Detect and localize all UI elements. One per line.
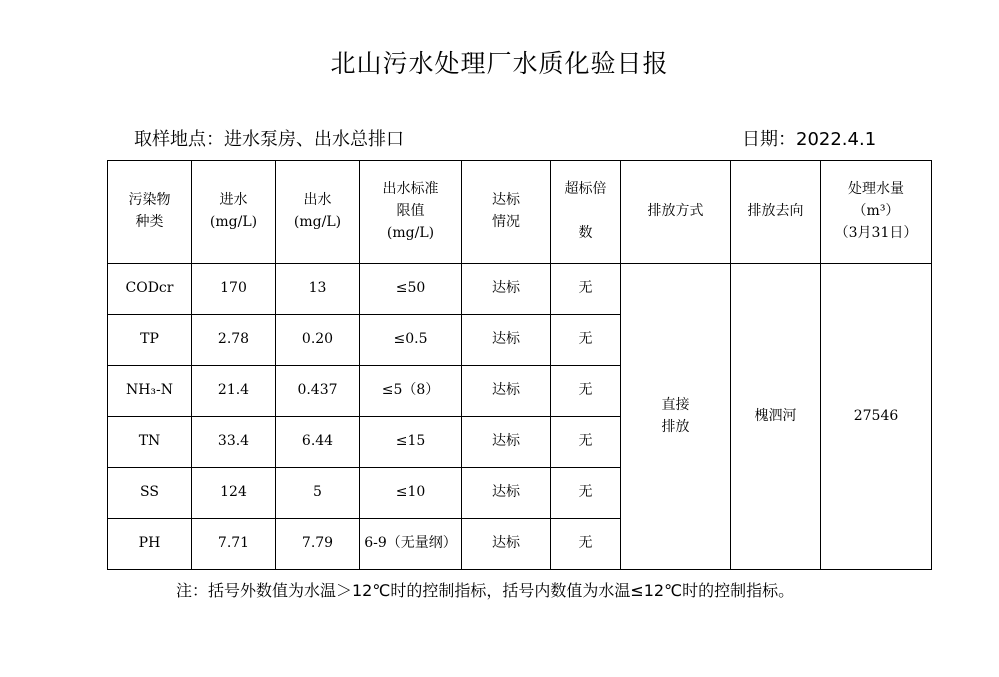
cell-discharge-method: 直接 排放 bbox=[621, 264, 731, 570]
header-compliance: 达标 情况 bbox=[462, 161, 551, 264]
header-inflow: 进水 (mg/L) bbox=[192, 161, 276, 264]
cell-compliance: 达标 bbox=[462, 264, 551, 315]
cell-compliance: 达标 bbox=[462, 315, 551, 366]
sampling-location-value: 进水泵房、出水总排口 bbox=[224, 129, 404, 150]
cell-exceed: 无 bbox=[551, 366, 621, 417]
table-header-row bbox=[108, 161, 932, 264]
cell-limit: ≤15 bbox=[360, 417, 462, 468]
cell-exceed: 无 bbox=[551, 315, 621, 366]
report-date bbox=[742, 125, 876, 151]
cell-pollutant: NH₃-N bbox=[108, 366, 192, 417]
cell-outflow: 7.79 bbox=[276, 519, 360, 570]
sampling-location bbox=[134, 125, 404, 151]
cell-pollutant: PH bbox=[108, 519, 192, 570]
header-discharge-dest: 排放去向 bbox=[731, 161, 821, 264]
header-pollutant: 污染物 种类 bbox=[108, 161, 192, 264]
cell-inflow: 124 bbox=[192, 468, 276, 519]
cell-pollutant: SS bbox=[108, 468, 192, 519]
cell-inflow: 21.4 bbox=[192, 366, 276, 417]
cell-exceed: 无 bbox=[551, 468, 621, 519]
cell-inflow: 170 bbox=[192, 264, 276, 315]
cell-pollutant: CODcr bbox=[108, 264, 192, 315]
cell-inflow: 7.71 bbox=[192, 519, 276, 570]
cell-limit: ≤10 bbox=[360, 468, 462, 519]
cell-pollutant: TN bbox=[108, 417, 192, 468]
cell-inflow: 2.78 bbox=[192, 315, 276, 366]
cell-discharge-dest: 槐泗河 bbox=[731, 264, 821, 570]
cell-outflow: 5 bbox=[276, 468, 360, 519]
cell-limit: ≤5（8） bbox=[360, 366, 462, 417]
report-date-label: 日期： bbox=[742, 129, 796, 150]
cell-compliance: 达标 bbox=[462, 417, 551, 468]
header-volume: 处理水量 （m³） （3月31日） bbox=[821, 161, 932, 264]
cell-outflow: 0.437 bbox=[276, 366, 360, 417]
cell-limit: ≤50 bbox=[360, 264, 462, 315]
report-title: 北山污水处理厂水质化验日报 bbox=[330, 49, 669, 78]
cell-exceed: 无 bbox=[551, 417, 621, 468]
cell-exceed: 无 bbox=[551, 264, 621, 315]
cell-inflow: 33.4 bbox=[192, 417, 276, 468]
water-quality-table bbox=[107, 160, 932, 570]
cell-pollutant: TP bbox=[108, 315, 192, 366]
cell-outflow: 0.20 bbox=[276, 315, 360, 366]
footnote: 注：括号外数值为水温＞12℃时的控制指标，括号内数值为水温≤12℃时的控制指标。 bbox=[176, 581, 795, 600]
cell-outflow: 6.44 bbox=[276, 417, 360, 468]
cell-limit: 6-9（无量纲） bbox=[360, 519, 462, 570]
cell-exceed: 无 bbox=[551, 519, 621, 570]
sampling-location-label: 取样地点： bbox=[134, 129, 224, 150]
table-row bbox=[108, 264, 932, 315]
cell-compliance: 达标 bbox=[462, 519, 551, 570]
cell-outflow: 13 bbox=[276, 264, 360, 315]
report-date-value: 2022.4.1 bbox=[796, 129, 877, 150]
cell-compliance: 达标 bbox=[462, 366, 551, 417]
cell-compliance: 达标 bbox=[462, 468, 551, 519]
header-limit: 出水标准 限值 (mg/L) bbox=[360, 161, 462, 264]
cell-limit: ≤0.5 bbox=[360, 315, 462, 366]
cell-volume: 27546 bbox=[821, 264, 932, 570]
header-outflow: 出水 (mg/L) bbox=[276, 161, 360, 264]
header-exceed: 超标倍 数 bbox=[551, 161, 621, 264]
header-discharge-method: 排放方式 bbox=[621, 161, 731, 264]
